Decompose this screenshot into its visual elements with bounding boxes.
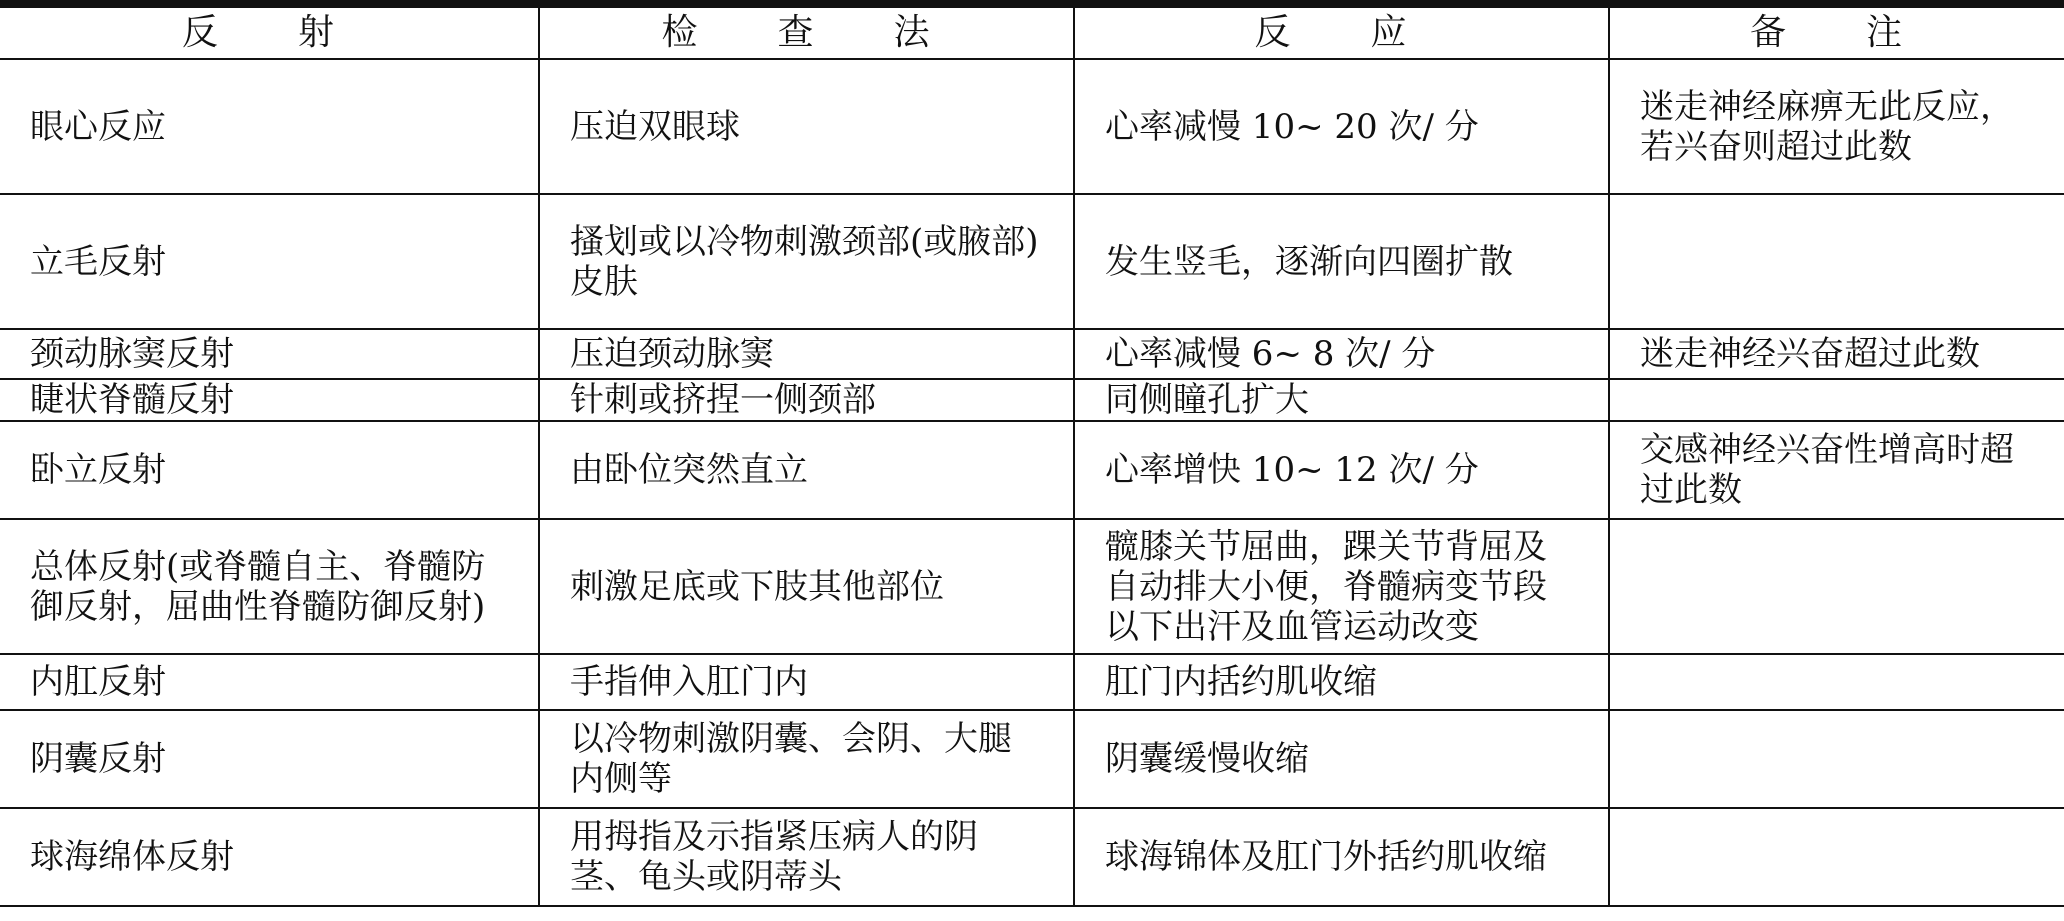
cell-notes bbox=[1609, 519, 2064, 654]
cell-method: 压迫颈动脉窦 bbox=[539, 329, 1074, 379]
cell-response: 心率增快 10~ 12 次/ 分 bbox=[1074, 421, 1609, 519]
cell-notes bbox=[1609, 654, 2064, 710]
cell-reflex: 总体反射(或脊髓自主、脊髓防御反射，屈曲性脊髓防御反射) bbox=[0, 519, 539, 654]
cell-response: 肛门内括约肌收缩 bbox=[1074, 654, 1609, 710]
header-row bbox=[0, 7, 2064, 59]
cell-notes bbox=[1609, 379, 2064, 421]
cell-method: 以冷物刺激阴囊、会阴、大腿内侧等 bbox=[539, 710, 1074, 808]
cell-response: 球海锦体及肛门外括约肌收缩 bbox=[1074, 808, 1609, 906]
cell-reflex: 阴囊反射 bbox=[0, 710, 539, 808]
cell-reflex: 立毛反射 bbox=[0, 194, 539, 329]
header-reflex: 反 射 bbox=[0, 7, 539, 59]
cell-method: 手指伸入肛门内 bbox=[539, 654, 1074, 710]
cell-response: 同侧瞳孔扩大 bbox=[1074, 379, 1609, 421]
table-row bbox=[0, 421, 2064, 519]
cell-notes: 迷走神经麻痹无此反应，若兴奋则超过此数 bbox=[1609, 59, 2064, 194]
cell-method: 刺激足底或下肢其他部位 bbox=[539, 519, 1074, 654]
cell-response: 阴囊缓慢收缩 bbox=[1074, 710, 1609, 808]
cell-reflex: 颈动脉窦反射 bbox=[0, 329, 539, 379]
table-row bbox=[0, 654, 2064, 710]
cell-method: 针刺或挤捏一侧颈部 bbox=[539, 379, 1074, 421]
cell-method: 用拇指及示指紧压病人的阴茎、龟头或阴蒂头 bbox=[539, 808, 1074, 906]
cell-notes: 交感神经兴奋性增高时超过此数 bbox=[1609, 421, 2064, 519]
cell-notes bbox=[1609, 808, 2064, 906]
cell-reflex: 睫状脊髓反射 bbox=[0, 379, 539, 421]
cell-method: 由卧位突然直立 bbox=[539, 421, 1074, 519]
table-row bbox=[0, 519, 2064, 654]
cell-method: 搔划或以冷物刺激颈部(或腋部)皮肤 bbox=[539, 194, 1074, 329]
table-row bbox=[0, 808, 2064, 906]
cell-response: 心率减慢 6~ 8 次/ 分 bbox=[1074, 329, 1609, 379]
header-response: 反 应 bbox=[1074, 7, 1609, 59]
cell-reflex: 内肛反射 bbox=[0, 654, 539, 710]
cell-response: 心率减慢 10~ 20 次/ 分 bbox=[1074, 59, 1609, 194]
cell-notes bbox=[1609, 710, 2064, 808]
header-method: 检 查 法 bbox=[539, 7, 1074, 59]
table-row bbox=[0, 710, 2064, 808]
cell-reflex: 眼心反应 bbox=[0, 59, 539, 194]
table-row bbox=[0, 194, 2064, 329]
table-row bbox=[0, 379, 2064, 421]
cell-response: 发生竖毛，逐渐向四圈扩散 bbox=[1074, 194, 1609, 329]
table-row bbox=[0, 59, 2064, 194]
header-notes: 备 注 bbox=[1609, 7, 2064, 59]
cell-notes bbox=[1609, 194, 2064, 329]
cell-response: 髋膝关节屈曲，踝关节背屈及自动排大小便，脊髓病变节段以下出汗及血管运动改变 bbox=[1074, 519, 1609, 654]
cell-reflex: 卧立反射 bbox=[0, 421, 539, 519]
cell-method: 压迫双眼球 bbox=[539, 59, 1074, 194]
cell-notes: 迷走神经兴奋超过此数 bbox=[1609, 329, 2064, 379]
table-row bbox=[0, 329, 2064, 379]
cell-reflex: 球海绵体反射 bbox=[0, 808, 539, 906]
reflex-table bbox=[0, 6, 2064, 907]
